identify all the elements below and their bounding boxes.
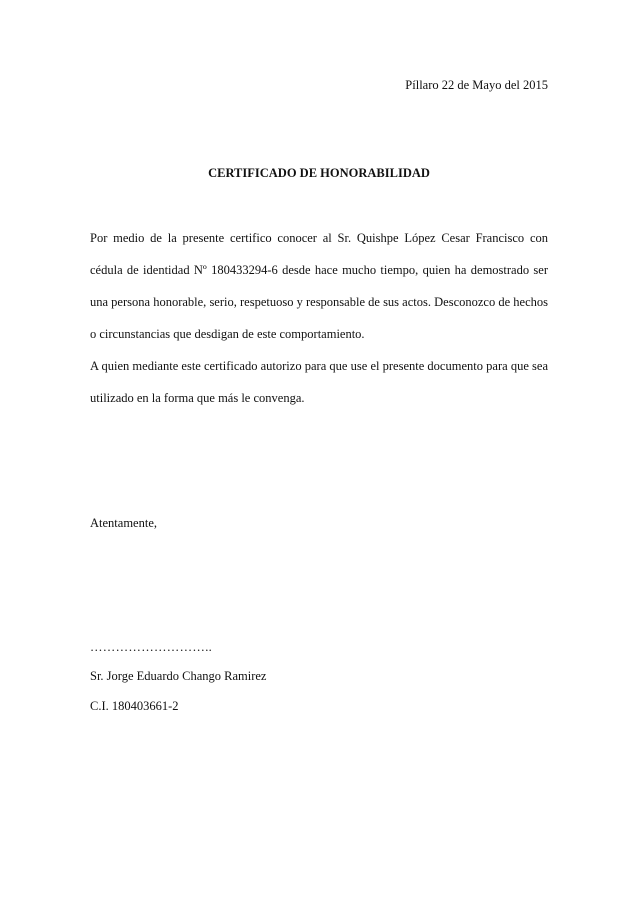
body-text — [90, 222, 548, 414]
date-line: Píllaro 22 de Mayo del 2015 — [405, 78, 548, 92]
closing-salutation: Atentamente, — [90, 516, 157, 530]
signature-line: ……………………….. — [90, 640, 213, 654]
signer-name: Sr. Jorge Eduardo Chango Ramirez — [90, 669, 267, 683]
paragraph-authorization: A quien mediante este certificado autorizo para que use el presente documento para que sea utilizado en la forma que más le convenga. — [90, 359, 548, 405]
signer-id: C.I. 180403661-2 — [90, 699, 179, 713]
document-title: CERTIFICADO DE HONORABILIDAD — [208, 166, 430, 180]
paragraph-certification: Por medio de la presente certifico conocer al Sr. Quishpe López Cesar Francisco con cédula de identidad Nº 180433294-6 desde hace mucho tiempo, quien ha demostrado ser una persona honorable, serio, respetuoso y responsable de sus actos. Desconozco de hechos o circunstancias que desdigan de este comportamiento. — [90, 231, 548, 341]
